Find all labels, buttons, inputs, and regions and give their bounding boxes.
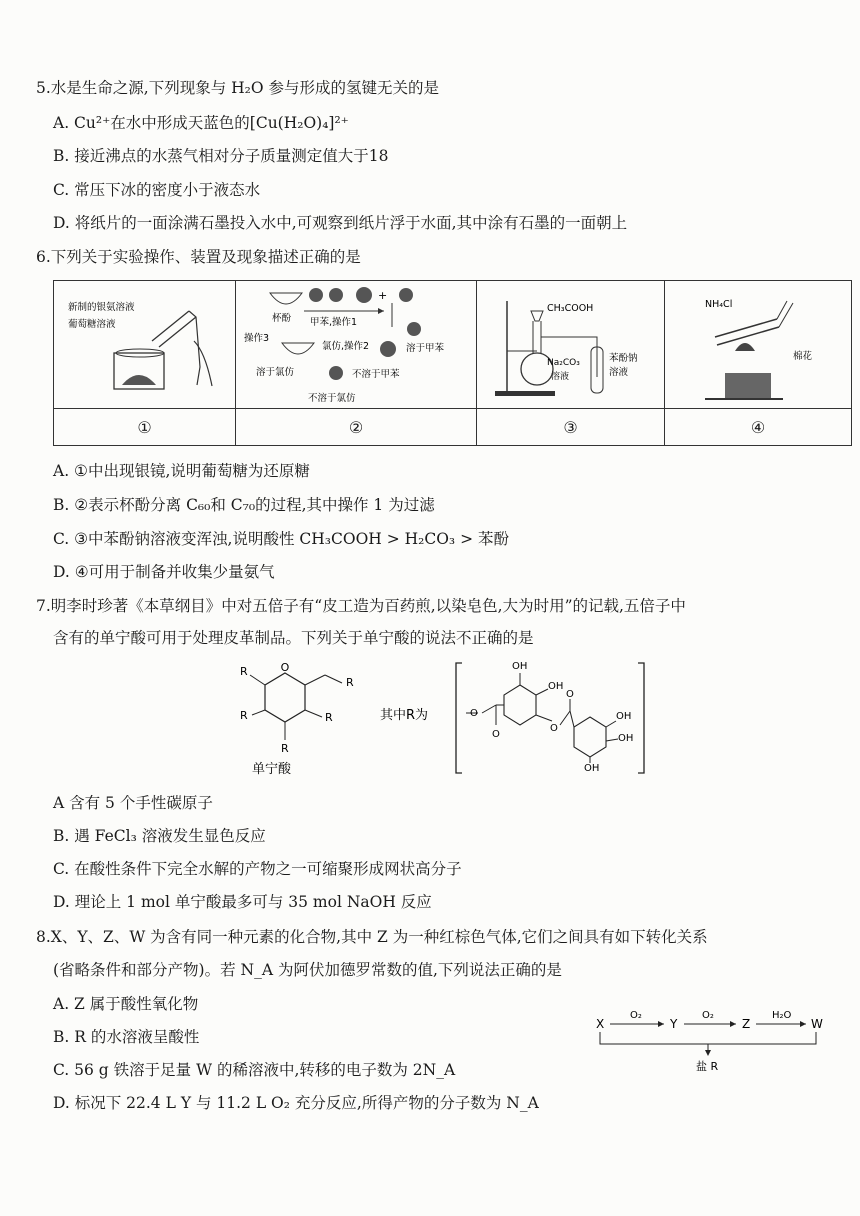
experiment-3-cell (477, 281, 665, 409)
q5-option-c: C. 常压下冰的密度小于液态水 (53, 181, 261, 199)
calixarene-separation-scheme (236, 281, 476, 408)
experiment-2-cell (236, 281, 477, 409)
svg-text:OH: OH (618, 733, 634, 744)
conversion-scheme (596, 1008, 826, 1074)
scheme-y: Y (670, 1017, 678, 1031)
q6-option-c: C. ③中苯酚钠溶液变浑浊,说明酸性 CH₃COOH > H₂CO₃ > 苯酚 (53, 530, 509, 548)
experiment-1-number: ① (54, 409, 236, 446)
svg-text:R: R (325, 711, 333, 724)
svg-text:O: O (566, 689, 574, 700)
q6-option-b: B. ②表示杯酚分离 C₆₀和 C₇₀的过程,其中操作 1 为过滤 (53, 496, 435, 514)
label-insoluble-chloroform: 不溶于氯仿 (308, 393, 356, 404)
label-glucose: 葡萄糖溶液 (68, 319, 116, 330)
svg-text:OH: OH (616, 711, 632, 722)
q8-stem-line2: (省略条件和部分产物)。若 N_A 为阿伏加德罗常数的值,下列说法正确的是 (53, 961, 562, 979)
q7-stem-line2: 含有的单宁酸可用于处理皮革制品。下列关于单宁酸的说法不正确的是 (53, 629, 534, 647)
label-op3: 操作3 (244, 333, 270, 344)
svg-text:O: O (492, 729, 500, 740)
experiment-1-cell (54, 281, 236, 409)
label-chloroform-op2: 氯仿,操作2 (322, 341, 370, 352)
q8-option-a: A. Z 属于酸性氧化物 (53, 995, 199, 1013)
label-ammonium-chloride: NH₄Cl (705, 299, 733, 310)
svg-text:OH: OH (548, 681, 564, 692)
acidity-comparison-apparatus (477, 281, 664, 408)
q7-option-d: D. 理论上 1 mol 单宁酸最多可与 35 mol NaOH 反应 (53, 893, 432, 911)
q7-stem-line1: 7.明李时珍著《本草纲目》中对五倍子有“皮工造为百药煎,以染皂色,大为时用”的记载,五倍子中 (36, 597, 686, 615)
svg-text:R: R (281, 742, 289, 755)
label-cotton: 棉花 (793, 351, 813, 362)
label-dissolved-chloroform: 溶于氯仿 (256, 367, 295, 378)
svg-text:O: O (470, 708, 478, 719)
label-sodium-phenoxide-solution: 溶液 (609, 367, 629, 378)
q6-stem: 6.下列关于实验操作、装置及现象描述正确的是 (36, 248, 361, 266)
scheme-x: X (596, 1017, 605, 1031)
experiment-2-number: ② (236, 409, 477, 446)
q5-stem: 5.水是生命之源,下列现象与 H₂O 参与形成的氢键无关的是 (36, 79, 440, 97)
label-sodium-phenoxide: 苯酚钠 (609, 353, 638, 364)
svg-text:R: R (346, 676, 354, 689)
q7-option-c: C. 在酸性条件下完全水解的产物之一可缩聚形成网状高分子 (53, 860, 462, 878)
q8-option-c: C. 56 g 铁溶于足量 W 的稀溶液中,转移的电子数为 2N_A (53, 1061, 456, 1079)
scheme-water: H₂O (772, 1010, 792, 1021)
scheme-z: Z (742, 1017, 751, 1031)
svg-text:+: + (378, 289, 388, 302)
scheme-o2-second: O₂ (702, 1010, 714, 1021)
svg-text:O: O (550, 723, 558, 734)
svg-text:O: O (280, 661, 290, 674)
tannic-acid-caption: 单宁酸 (252, 762, 292, 777)
label-sodium-carbonate-solution: 溶液 (551, 372, 570, 382)
q7-option-a: A 含有 5 个手性碳原子 (53, 794, 213, 812)
scheme-salt-r: 盐 R (696, 1060, 719, 1073)
label-dissolved-toluene: 溶于甲苯 (406, 343, 445, 354)
label-acetic-acid: CH₃COOH (547, 303, 594, 314)
r-group-definition-label: 其中R为 (380, 708, 429, 723)
experiment-3-number: ③ (477, 409, 665, 446)
experiment-table (53, 280, 852, 446)
q6-option-a: A. ①中出现银镜,说明葡萄糖为还原糖 (53, 462, 310, 480)
ammonia-preparation-apparatus (665, 281, 851, 408)
q5-option-d: D. 将纸片的一面涂满石墨投入水中,可观察到纸片浮于水面,其中涂有石墨的一面朝上 (53, 214, 628, 232)
label-sodium-carbonate: Na₂CO₃ (547, 358, 580, 368)
scheme-w: W (811, 1017, 823, 1031)
q5-option-b: B. 接近沸点的水蒸气相对分子质量测定值大于18 (53, 147, 389, 165)
label-insoluble-toluene: 不溶于甲苯 (352, 369, 400, 380)
q8-option-b: B. R 的水溶液呈酸性 (53, 1028, 200, 1046)
q5-option-a: A. Cu²⁺在水中形成天蓝色的[Cu(H₂O)₄]²⁺ (53, 114, 349, 132)
label-calixarene: 杯酚 (272, 313, 292, 324)
svg-text:OH: OH (584, 763, 600, 774)
label-toluene-op1: 甲苯,操作1 (310, 317, 358, 328)
experiment-4-number: ④ (665, 409, 852, 446)
q7-option-b: B. 遇 FeCl₃ 溶液发生显色反应 (53, 827, 266, 845)
svg-text:R: R (240, 709, 248, 722)
svg-text:OH: OH (512, 661, 528, 672)
svg-text:R: R (240, 665, 248, 678)
q6-option-d: D. ④可用于制备并收集少量氨气 (53, 563, 275, 581)
tannic-acid-structure (230, 655, 650, 780)
scheme-o2-first: O₂ (630, 1010, 642, 1021)
q8-stem-line1: 8.X、Y、Z、W 为含有同一种元素的化合物,其中 Z 为一种红棕色气体,它们之间具有如下转化关系 (36, 928, 708, 946)
silver-mirror-apparatus (54, 281, 235, 408)
label-silver-ammonia: 新制的银氨溶液 (68, 302, 135, 313)
experiment-4-cell (665, 281, 852, 409)
q8-option-d: D. 标况下 22.4 L Y 与 11.2 L O₂ 充分反应,所得产物的分子数为 N_A (53, 1094, 539, 1112)
